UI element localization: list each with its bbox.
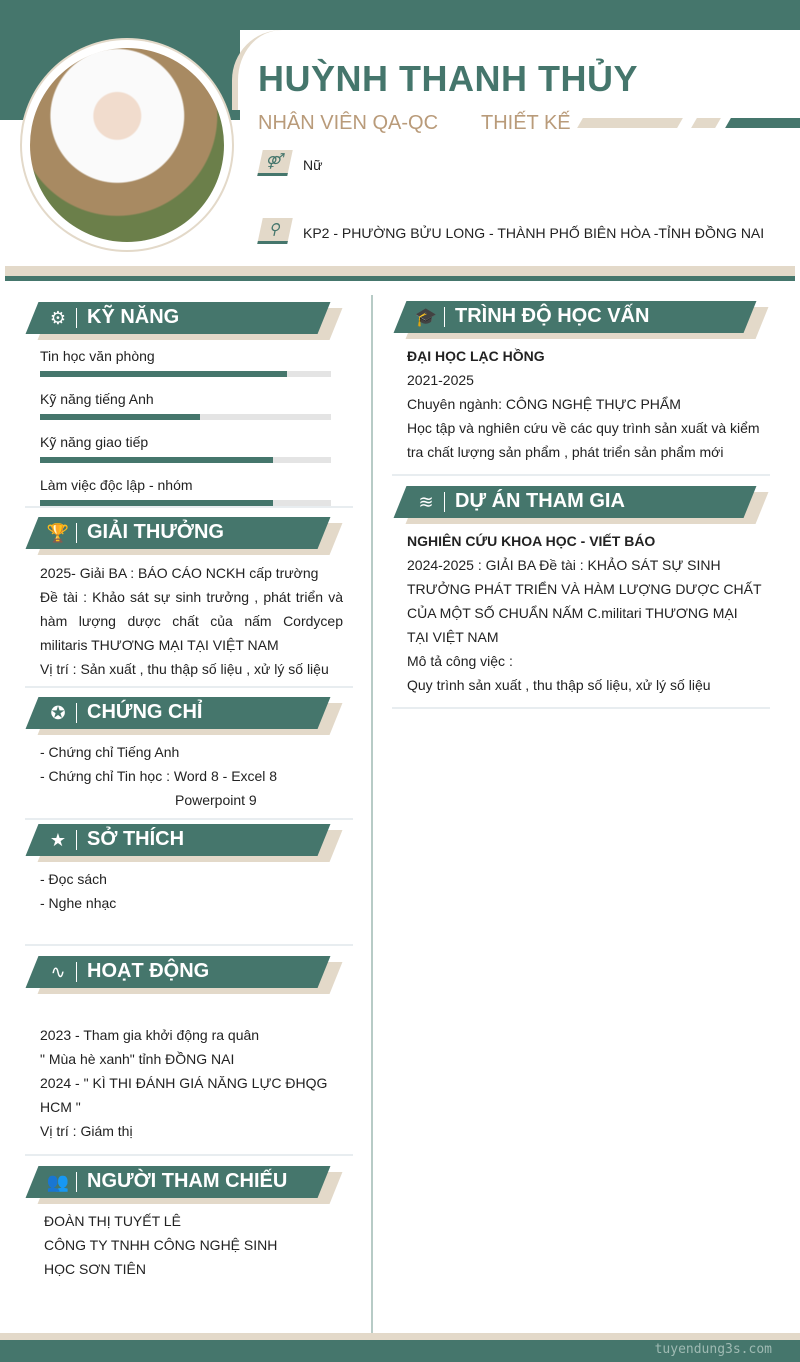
section-title: SỞ THÍCH (87, 828, 185, 850)
section-divider (25, 686, 353, 688)
pulse-icon: ∿ (50, 962, 66, 982)
projects-content (407, 529, 762, 697)
section-header-activities (32, 956, 324, 988)
header-divider-accent (5, 276, 795, 281)
skill-bar (40, 371, 331, 377)
job-title-secondary: THIẾT KẾ (481, 112, 571, 134)
skill-bar-fill (40, 371, 287, 377)
education-content (407, 344, 767, 464)
certificate-line: Powerpoint 9 (175, 792, 257, 808)
skill-bar-fill (40, 414, 200, 420)
trophy-icon: 🏆 (46, 523, 70, 543)
skill-bar (40, 457, 331, 463)
star-icon: ★ (49, 830, 67, 850)
skill-label: Kỹ năng tiếng Anh (40, 391, 154, 407)
education-major: Chuyên ngành: CÔNG NGHỆ THỰC PHẨM (407, 396, 681, 412)
certificate-line: - Chứng chỉ Tiếng Anh (40, 744, 180, 760)
layers-icon: ≋ (418, 492, 434, 512)
header-divider (5, 266, 795, 276)
hobby-line: - Đọc sách (40, 871, 107, 887)
award-ribbon-icon: ✪ (50, 703, 66, 723)
gender-icon: ⚤ (257, 150, 293, 176)
candidate-name: HUỲNH THANH THỦY (258, 58, 638, 99)
section-header-references (32, 1166, 324, 1198)
section-title: GIẢI THƯỞNG (87, 521, 224, 543)
graduation-cap-icon: 🎓 (414, 307, 438, 327)
gender-value: Nữ (303, 157, 323, 173)
project-description: Quy trình sản xuất , thu thập số liệu, xử lý số liệu (407, 677, 711, 693)
section-title: CHỨNG CHỈ (87, 701, 203, 723)
users-icon: 👥 (46, 1172, 70, 1192)
section-title: TRÌNH ĐỘ HỌC VẤN (455, 305, 650, 327)
job-title: NHÂN VIÊN QA-QC (258, 112, 439, 134)
awards-content (40, 561, 343, 681)
project-name: NGHIÊN CỨU KHOA HỌC - VIẾT BÁO (407, 533, 656, 549)
skills-list (40, 348, 331, 506)
education-description: Học tập và nghiên cứu về các quy trình sản xuất và kiểm tra chất lượng sản phẩm , phát triển sản phẩm mới (407, 420, 760, 460)
skill-label: Làm việc độc lập - nhóm (40, 477, 193, 493)
project-detail: 2024-2025 : GIẢI BA Đề tài : KHẢO SÁT SỰ SINH TRƯỞNG PHÁT TRIỂN VÀ HÀM LƯỢNG DƯỢC CHẤT CỦA MỘT SỐ CHUẨN NẤM C.militari THƯƠNG MẠI TẠI VIỆT NAM (407, 557, 762, 645)
activities-content (40, 1023, 330, 1143)
skill-label: Kỹ năng giao tiếp (40, 434, 149, 450)
section-divider (25, 818, 353, 820)
section-divider (25, 944, 353, 946)
activity-line: " Mùa hè xanh" tỉnh ĐỒNG NAI (40, 1051, 235, 1067)
certificates-content (40, 740, 343, 812)
references-content (44, 1209, 284, 1281)
section-divider (25, 1154, 353, 1156)
certificate-line: - Chứng chỉ Tin học : Word 8 - Excel 8 (40, 768, 278, 784)
section-header-projects (400, 486, 750, 518)
education-years: 2021-2025 (407, 372, 474, 388)
hobbies-content (40, 867, 343, 915)
award-line: Đề tài : Khảo sát sự sinh trưởng , phát triển và hàm lượng dược chất của nấm Cordycep militaris THƯƠNG MẠI TẠI VIỆT NAM (40, 589, 343, 653)
section-divider (392, 474, 770, 476)
section-divider (392, 707, 770, 709)
watermark: tuyendung3s.com (654, 1342, 772, 1357)
section-title: DỰ ÁN THAM GIA (455, 490, 625, 512)
section-title: KỸ NĂNG (87, 306, 180, 328)
reference-name: ĐOÀN THỊ TUYẾT LÊ (44, 1213, 181, 1229)
decor-stripe (577, 118, 683, 128)
skill-bar (40, 414, 331, 420)
activity-line: Vị trí : Giám thị (40, 1123, 133, 1139)
project-desc-label: Mô tả công việc : (407, 653, 513, 669)
section-header-awards (32, 517, 324, 549)
footer-band-accent (0, 1333, 800, 1340)
section-header-certificates (32, 697, 324, 729)
award-line: 2025- Giải BA : BÁO CÁO NCKH cấp trường (40, 565, 319, 581)
location-icon: ⚲ (257, 218, 293, 244)
decor-stripe (725, 118, 800, 128)
section-header-skills (32, 302, 324, 334)
gear-icon: ⚙ (49, 308, 67, 328)
hobby-line: - Nghe nhạc (40, 895, 117, 911)
school-name: ĐẠI HỌC LẠC HỒNG (407, 348, 545, 364)
address-value: KP2 - PHƯỜNG BỬU LONG - THÀNH PHỐ BIÊN HÒA -TỈNH ĐỒNG NAI (303, 225, 765, 241)
skill-bar-fill (40, 457, 273, 463)
activity-line: 2023 - Tham gia khởi động ra quân (40, 1027, 260, 1043)
skill-label: Tin học văn phòng (40, 348, 155, 364)
section-header-education (400, 301, 750, 333)
section-title: NGƯỜI THAM CHIẾU (87, 1170, 288, 1192)
section-divider (25, 506, 353, 508)
section-header-hobbies (32, 824, 324, 856)
avatar-photo (30, 48, 224, 242)
column-divider (371, 295, 373, 1340)
section-title: HOẠT ĐỘNG (87, 960, 210, 982)
reference-company: CÔNG TY TNHH CÔNG NGHỆ SINH HỌC SƠN TIÊN (44, 1237, 278, 1277)
activity-line: 2024 - " KÌ THI ĐÁNH GIÁ NĂNG LỰC ĐHQG HCM " (40, 1075, 328, 1115)
award-line: Vị trí : Sản xuất , thu thập số liệu , xử lý số liệu (40, 661, 329, 677)
